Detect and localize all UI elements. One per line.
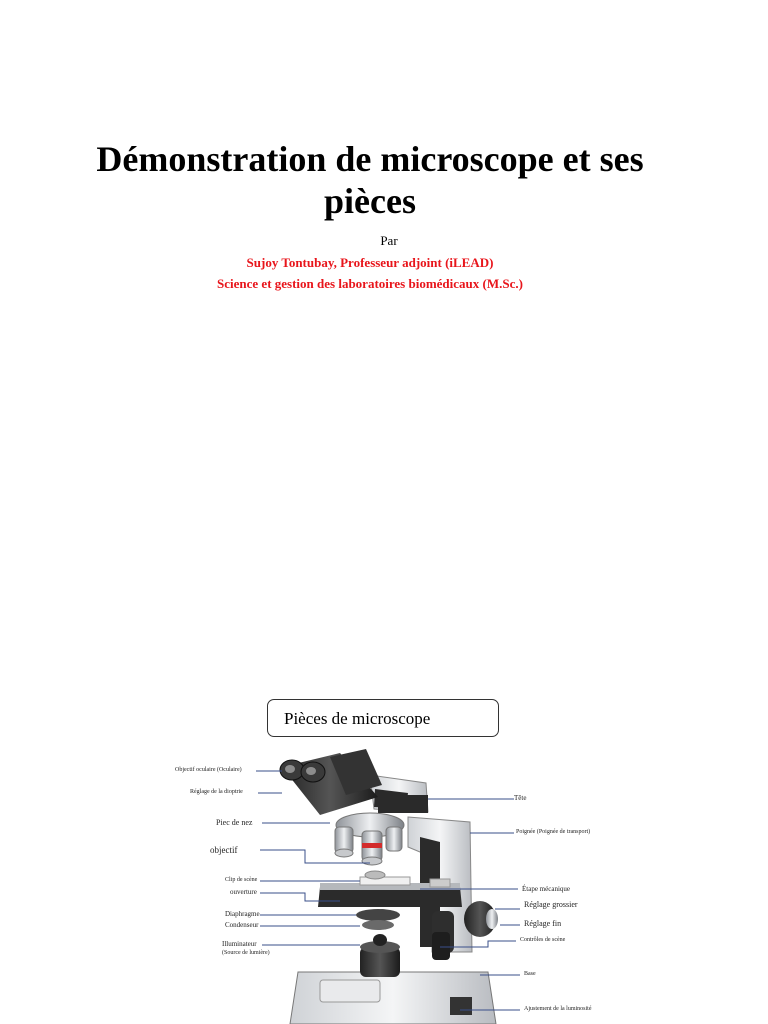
department-line: Science et gestion des laboratoires biomédicaux (M.Sc.) <box>217 276 523 291</box>
label-fine-adjustment: Réglage fin <box>524 919 562 928</box>
label-illuminator-note: (Source de lumière) <box>222 950 270 956</box>
label-base: Base <box>524 971 536 977</box>
label-illuminator: Illuminateur <box>222 940 257 948</box>
label-objective: objectif <box>210 845 238 855</box>
label-mechanical-stage: Étape mécanique <box>522 885 571 893</box>
microscope-diagram <box>170 697 606 1024</box>
label-brightness: Ajustement de la luminosité <box>524 1006 592 1012</box>
label-diopter: Réglage de la dioptrie <box>190 789 243 795</box>
label-condenser: Condenseur <box>225 921 259 929</box>
document-title: Démonstration de microscope et ses pièces <box>96 139 644 221</box>
label-stage-clip: Clip de scène <box>225 877 258 883</box>
by-line: Par <box>380 233 398 248</box>
label-head: Tête <box>514 794 527 802</box>
label-stage-controls: Contrôles de scène <box>520 937 566 943</box>
figure-heading: Pièces de microscope <box>267 699 499 737</box>
microscope-illustration <box>170 697 606 1024</box>
label-arm: Poignée (Poignée de transport) <box>516 829 591 835</box>
label-coarse-adjustment: Réglage grossier <box>524 900 578 909</box>
label-aperture: ouverture <box>230 888 257 896</box>
label-nosepiece: Piec de nez <box>216 818 253 827</box>
label-diaphragm: Diaphragme <box>225 910 260 918</box>
label-ocular: Objectif oculaire (Oculaire) <box>175 767 242 773</box>
author-line: Sujoy Tontubay, Professeur adjoint (iLEAD) <box>246 255 494 270</box>
